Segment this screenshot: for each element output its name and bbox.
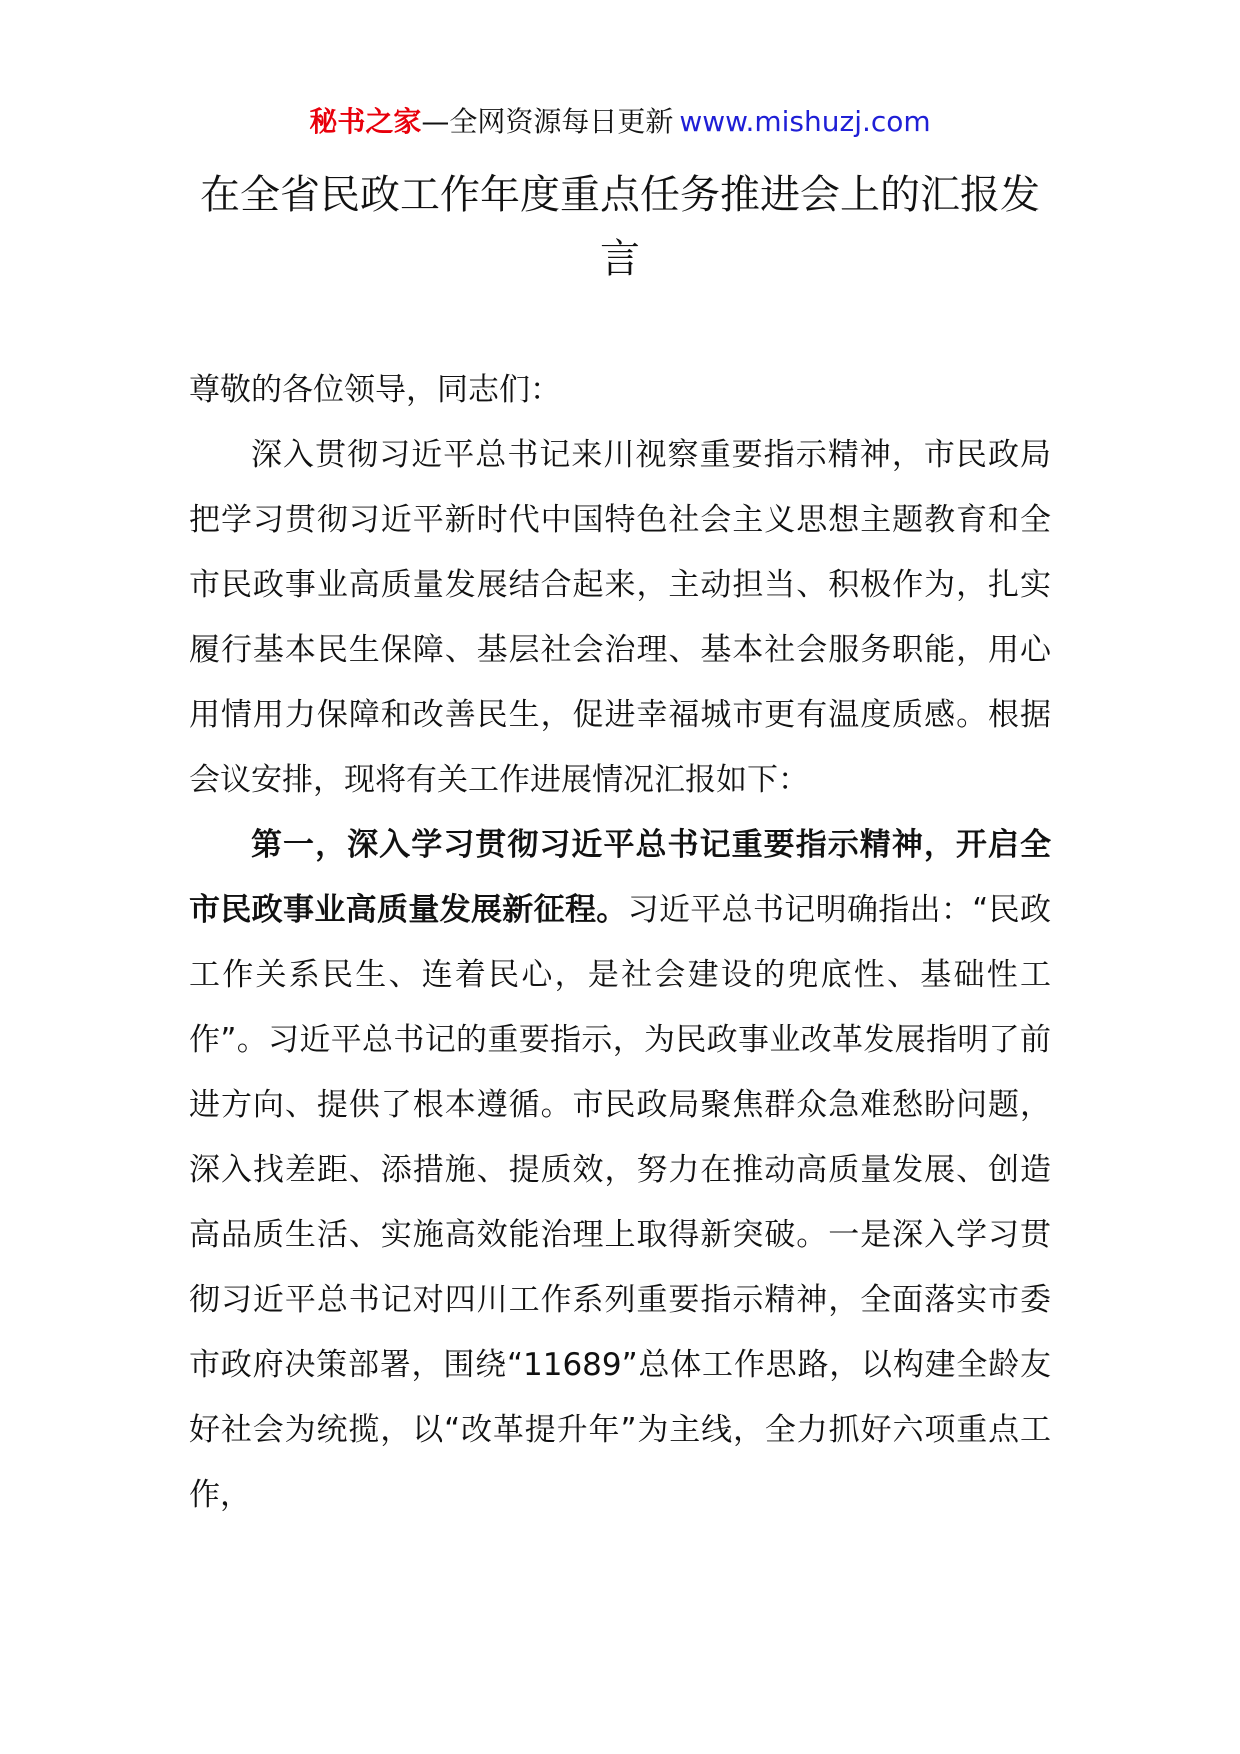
first-point-body: 习近平总书记明确指出：“民政工作关系民生、连着民心，是社会建设的兜底性、基础性工作”。习近平总书记的重要指示，为民政事业改革发展指明了前进方向、提供了根本遵循。市民政局聚焦群众急难愁盼问题，深入找差距、添措施、提质效，努力在推动高质量发展、创造高品质生活、实施高效能治理上取得新突破。一是深入学习贯彻习近平总书记对四川工作系列重要指示精神，全面落实市委市政府决策部署，围绕“11689”总体工作思路，以构建全龄友好社会为统揽，以“改革提升年”为主线，全力抓好六项重点工作，: [189, 892, 1052, 1513]
paragraph-first-point: [189, 813, 1051, 1528]
watermark-header: [0, 102, 1240, 142]
brand-slogan: —全网资源每日更新: [421, 105, 674, 138]
first-point-heading: 第一，深入学习贯彻习近平总书记重要指示精神，开启全市民政事业高质量发展新征程。: [189, 827, 1051, 928]
salutation: 尊敬的各位领导，同志们：: [189, 372, 561, 408]
paragraph-intro: 深入贯彻习近平总书记来川视察重要指示精神，市民政局把学习贯彻习近平新时代中国特色社会主义思想主题教育和全市民政事业高质量发展结合起来，主动担当、积极作为，扎实履行基本民生保障、基层社会治理、基本社会服务职能，用心用情用力保障和改善民生，促进幸福城市更有温度质感。根据会议安排，现将有关工作进展情况汇报如下：: [189, 437, 1051, 798]
brand-name: 秘书之家: [309, 105, 422, 138]
document-title: 在全省民政工作年度重点任务推进会上的汇报发言: [200, 172, 1040, 282]
document-body: [189, 358, 1051, 1528]
site-url-link[interactable]: www.mishuzj.com: [679, 105, 931, 138]
